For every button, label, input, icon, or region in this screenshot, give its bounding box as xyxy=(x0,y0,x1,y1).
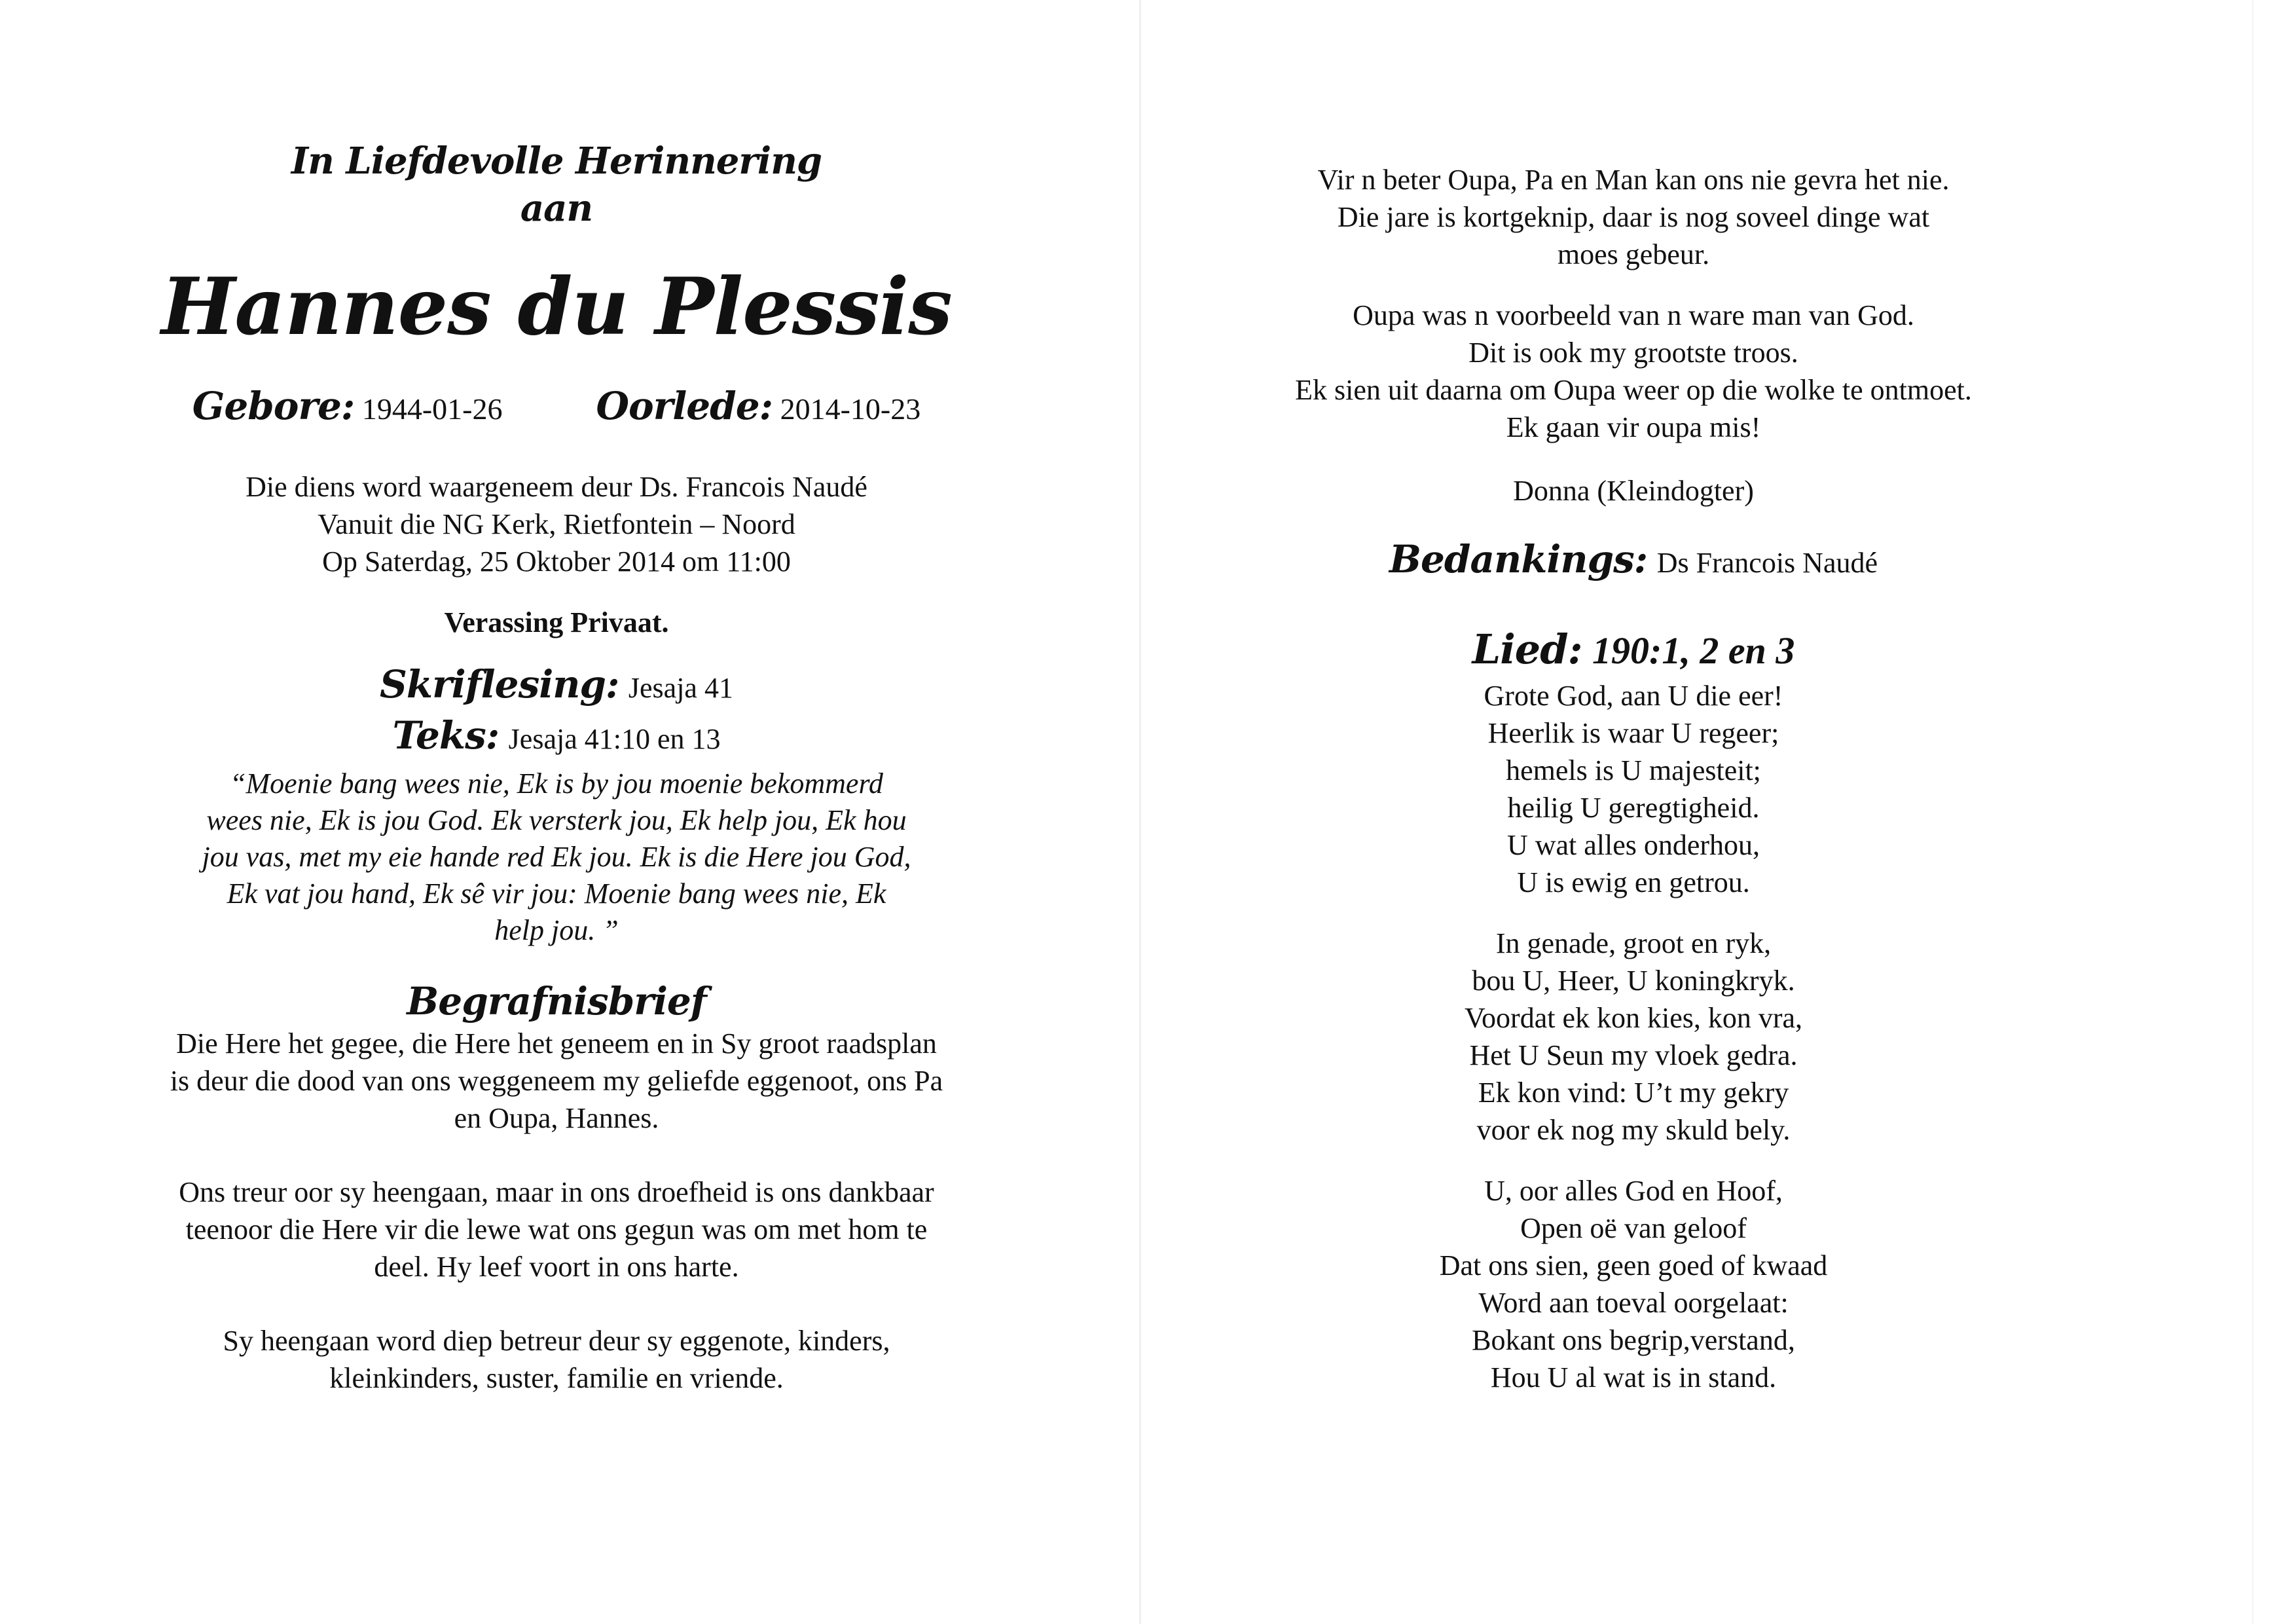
scripture-label: Skriflesing: xyxy=(380,662,619,707)
verse-line: Open oë van geloof xyxy=(1520,1212,1747,1244)
quote-line: Ek vat jou hand, Ek sê vir jou: Moenie bang wees nie, Ek xyxy=(227,877,886,910)
scripture-ref: Jesaja 41 xyxy=(628,672,733,704)
memorial-heading: In Liefdevolle Herinnering xyxy=(291,139,822,183)
born-label: Gebore: xyxy=(192,384,355,428)
verse-line: bou U, Heer, U koningkryk. xyxy=(1472,965,1795,997)
page-fold xyxy=(1139,0,1141,1624)
hymn-verse-3 xyxy=(1231,1172,2036,1396)
tribute-line: Ek sien uit daarna om Oupa weer op die wolke te ontmoet. xyxy=(1295,374,1972,406)
memorial-heading-aan: aan xyxy=(520,187,593,230)
text-ref: Jesaja 41:10 en 13 xyxy=(508,723,721,755)
letter-line: Sy heengaan word diep betreur deur sy eggenote, kinders, xyxy=(223,1325,890,1357)
tribute-line: Dit is ook my grootste troos. xyxy=(1468,337,1798,369)
died-date: 2014-10-23 xyxy=(780,392,921,426)
letter-line: deel. Hy leef voort in ons harte. xyxy=(374,1251,739,1283)
tribute-paragraph-1 xyxy=(1231,161,2036,273)
service-line: Op Saterdag, 25 Oktober 2014 om 11:00 xyxy=(322,545,791,578)
verse-line: U wat alles onderhou, xyxy=(1506,829,1760,861)
deceased-name: Hannes du Plessis xyxy=(161,261,952,353)
thanks-row xyxy=(1231,536,2036,587)
verse-line: Bokant ons begrip,verstand, xyxy=(1472,1324,1795,1356)
letter-paragraph-2 xyxy=(65,1173,1048,1285)
left-page xyxy=(65,0,1048,1624)
tribute-line: Die jare is kortgeknip, daar is nog soveel dinge wat xyxy=(1337,201,1930,233)
verse-line: Grote God, aan U die eer! xyxy=(1484,680,1783,712)
thanks-label: Bedankings: xyxy=(1389,537,1648,581)
dates-row xyxy=(65,380,1048,435)
verse-line: Word aan toeval oorgelaat: xyxy=(1478,1287,1789,1319)
letter-paragraph-3 xyxy=(65,1322,1048,1397)
tribute-paragraph-2 xyxy=(1231,297,2036,446)
verse-line: Dat ons sien, geen goed of kwaad xyxy=(1439,1249,1828,1282)
hymn-ref: 190:1, 2 en 3 xyxy=(1592,629,1795,672)
service-details xyxy=(65,468,1048,580)
verse-line: Voordat ek kon kies, kon vra, xyxy=(1464,1002,1803,1034)
letter-title: Begrafnisbrief xyxy=(407,979,706,1024)
letter-line: teenoor die Here vir die lewe wat ons gegun was om met hom te xyxy=(185,1213,928,1246)
verse-line: U, oor alles God en Hoof, xyxy=(1484,1175,1783,1207)
verse-line: Heerlik is waar U regeer; xyxy=(1487,717,1779,749)
tribute-line: Oupa was n voorbeeld van n ware man van God. xyxy=(1353,299,1914,331)
quote-line: “Moenie bang wees nie, Ek is by jou moenie bekommerd xyxy=(230,767,883,800)
quote-line: jou vas, met my eie hande red Ek jou. Ek is die Here jou God, xyxy=(202,841,911,873)
sheet-edge xyxy=(2252,0,2253,1624)
quote-line: wees nie, Ek is jou God. Ek versterk jou, Ek help jou, Ek hou xyxy=(206,804,907,836)
tribute-line: moes gebeur. xyxy=(1557,238,1710,270)
born-date: 1944-01-26 xyxy=(361,392,503,426)
cremation-note: Verassing Privaat. xyxy=(444,606,669,638)
quote-line: help jou. ” xyxy=(494,914,619,946)
letter-line: Die Here het gegee, die Here het geneem en in Sy groot raadsplan xyxy=(176,1027,937,1060)
verse-line: Het U Seun my vloek gedra. xyxy=(1469,1039,1798,1071)
hymn-verse-1 xyxy=(1231,677,2036,901)
tribute-line: Ek gaan vir oupa mis! xyxy=(1506,411,1761,443)
text-reading xyxy=(65,712,1048,763)
tribute-signature: Donna (Kleindogter) xyxy=(1513,475,1754,507)
service-line: Vanuit die NG Kerk, Rietfontein – Noord xyxy=(318,508,795,540)
thanks-name: Ds Francois Naudé xyxy=(1656,547,1878,579)
verse-line: U is ewig en getrou. xyxy=(1517,866,1750,898)
verse-line: voor ek nog my skuld bely. xyxy=(1476,1114,1791,1146)
verse-line: Ek kon vind: U’t my gekry xyxy=(1478,1077,1789,1109)
text-label: Teks: xyxy=(392,713,500,758)
letter-line: en Oupa, Hannes. xyxy=(454,1102,659,1134)
service-line: Die diens word waargeneem deur Ds. Francois Naudé xyxy=(246,471,867,503)
hymn-label: Lied: xyxy=(1472,625,1582,673)
verse-line: Hou U al wat is in stand. xyxy=(1490,1361,1777,1393)
letter-paragraph-1 xyxy=(65,1025,1048,1137)
scripture-quote xyxy=(65,766,1048,949)
right-page xyxy=(1231,0,2036,1624)
letter-line: Ons treur oor sy heengaan, maar in ons droefheid is ons dankbaar xyxy=(179,1176,934,1208)
letter-line: is deur die dood van ons weggeneem my geliefde eggenoot, ons Pa xyxy=(170,1065,943,1097)
verse-line: heilig U geregtigheid. xyxy=(1507,792,1760,824)
scripture-reading xyxy=(65,661,1048,712)
hymn-title xyxy=(1231,623,2036,677)
verse-line: In genade, groot en ryk, xyxy=(1495,927,1772,959)
verse-line: hemels is U majesteit; xyxy=(1506,754,1761,786)
tribute-line: Vir n beter Oupa, Pa en Man kan ons nie gevra het nie. xyxy=(1317,164,1950,196)
hymn-verse-2 xyxy=(1231,925,2036,1149)
letter-line: kleinkinders, suster, familie en vriende. xyxy=(329,1362,784,1394)
died-label: Oorlede: xyxy=(596,384,773,428)
